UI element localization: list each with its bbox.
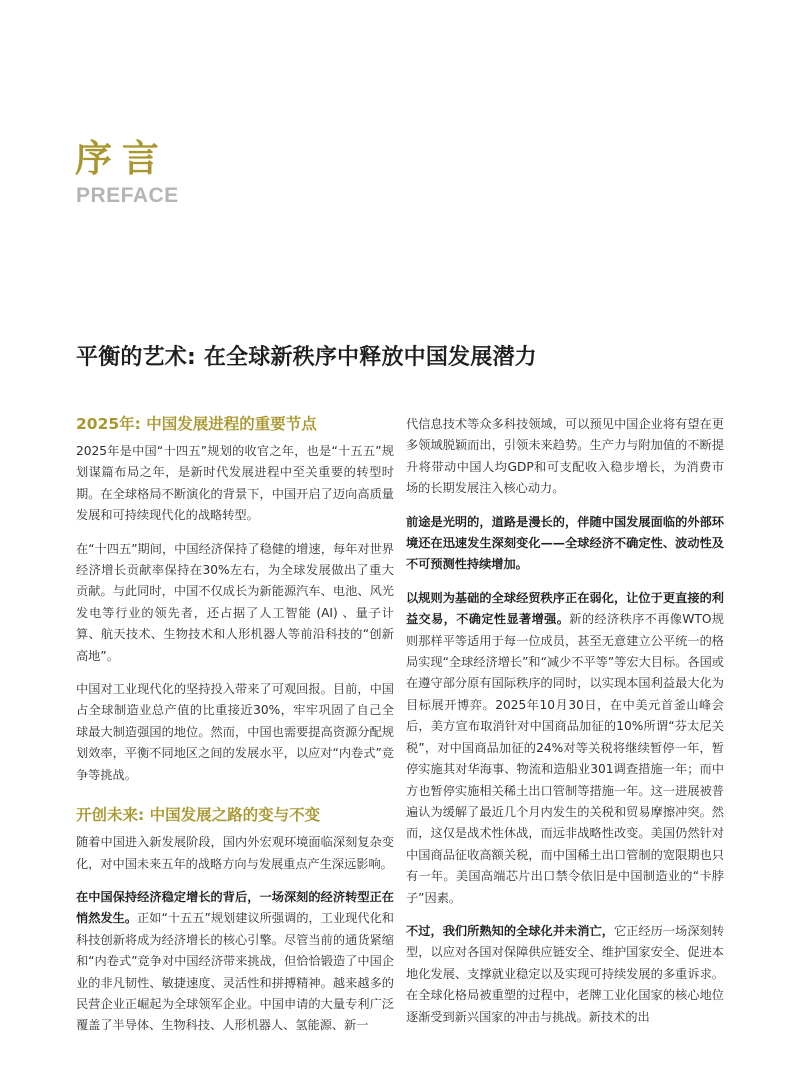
paragraph xyxy=(76,887,394,1037)
paragraph xyxy=(406,588,724,909)
main-heading: 平衡的艺术: 在全球新秩序中释放中国发展潜力 xyxy=(76,345,537,370)
paragraph-text: 新的经济秩序不再像WTO规则那样平等适用于每一位成员，甚至无意建立公平统一的格局实现“全球经济增长”和“减少不平等”等宏大目标。各国或在遵守部分原有国际秩序的同时，以实现本国利益最大化为目标展开博弈。2025年10月30日，在中美元首釜山峰会后，美方宣布取消针对中国商品加征的10%所谓“芬太尼关税”，对中国商品加征的24%对等关税将继续暂停一年，暂停实施其对华海事、物流和造船业301调查措施一年；而中方也暂停实施相关稀土出口管制等措施一年。这一进展被普遍认为缓解了最近几个月内发生的关税和贸易摩擦冲突。然而，这仅是战术性休战，而远非战略性改变。美国仍然针对中国商品征收高额关税，而中国稀土出口管制的宽限期也只有一年。美国高端芯片出口禁令依旧是中国制造业的“卡脖子”因素。 xyxy=(406,612,724,905)
page-title-chinese: 序言 xyxy=(75,137,169,180)
paragraph xyxy=(406,512,724,576)
section-heading-2025: 2025年: 中国发展进程的重要节点 xyxy=(76,415,317,433)
bold-lead: 前途是光明的，道路是漫长的，伴随中国发展面临的外部环境还在迅速发生深刻变化——全球经济不确定性、波动性及不可预测性持续增加。 xyxy=(406,514,724,572)
paragraph-text: 正如“十五五”规划建议所强调的，工业现代化和科技创新将成为经济增长的核心引擎。尽管当前的通货紧缩和“内卷式”竞争对中国经济带来挑战，但恰恰锻造了中国企业的非凡韧性、敏捷速度、灵活性和拼搏精神。越来越多的民营企业正崛起为全球领军企业。中国申请的大量专利广泛覆盖了半导体、生物科技、人形机器人、氢能源、新一 xyxy=(76,911,394,1033)
bold-lead: 不过，我们所熟知的全球化并未消亡， xyxy=(406,923,614,938)
paragraph: 代信息技术等众多科技领域，可以预见中国企业将有望在更多领域脱颖而出，引领未来趋势。生产力与附加值的不断提升将带动中国人均GDP和可支配收入稳步增长，为消费市场的长期发展注入核心动力。 xyxy=(406,417,724,496)
page-title-english: PREFACE xyxy=(76,184,179,207)
paragraph: 随着中国进入新发展阶段，国内外宏观环境面临深刻复杂变化，对中国未来五年的战略方向与发展重点产生深远影响。 xyxy=(76,835,394,871)
paragraph: 在“十四五”期间，中国经济保持了稳健的增速，每年对世界经济增长贡献率保持在30%左右，为全球发展做出了重大贡献。与此同时，中国不仅成长为新能源汽车、电池、风光发电等行业的领先者，还占据了人工智能 (AI) 、量子计算、航天技术、生物技术和人形机器人等前沿科技的“创新高地”。 xyxy=(76,541,394,663)
bold-lead: 以规则为基础的全球经贸秩序正在弱化，让位于更直接的利益交易，不确定性显著增强。 xyxy=(406,590,724,627)
paragraph: 中国对工业现代化的坚持投入带来了可观回报。目前，中国占全球制造业总产值的比重接近30%，牢牢巩固了自己全球最大制造强国的地位。然而，中国也需要提高资源分配规划效率，平衡不同地区之间的发展水平，以应对“内卷式”竞争等挑战。 xyxy=(76,682,394,782)
left-column xyxy=(76,413,394,1049)
paragraph xyxy=(406,921,724,1028)
right-column xyxy=(406,414,724,1040)
paragraph-text: 它正经历一场深刻转型，以应对各国对保障供应链安全、维护国家安全、促进本地化发展、支撑就业稳定以及实现可持续发展的多重诉求。在全球化格局被重塑的过程中，老牌工业化国家的核心地位逐渐受到新兴国家的冲击与挑战。新技术的出 xyxy=(406,923,725,1024)
bold-lead: 在中国保持经济稳定增长的背后，一场深刻的经济转型正在悄然发生。 xyxy=(76,889,394,926)
paragraph: 2025年是中国“十四五”规划的收官之年，也是“十五五”规划谋篇布局之年，是新时代发展进程中至关重要的转型时期。在全球格局不断演化的背景下，中国开启了迈向高质量发展和可持续现代化的战略转型。 xyxy=(76,444,394,523)
section-heading-future: 开创未来: 中国发展之路的变与不变 xyxy=(76,806,321,825)
